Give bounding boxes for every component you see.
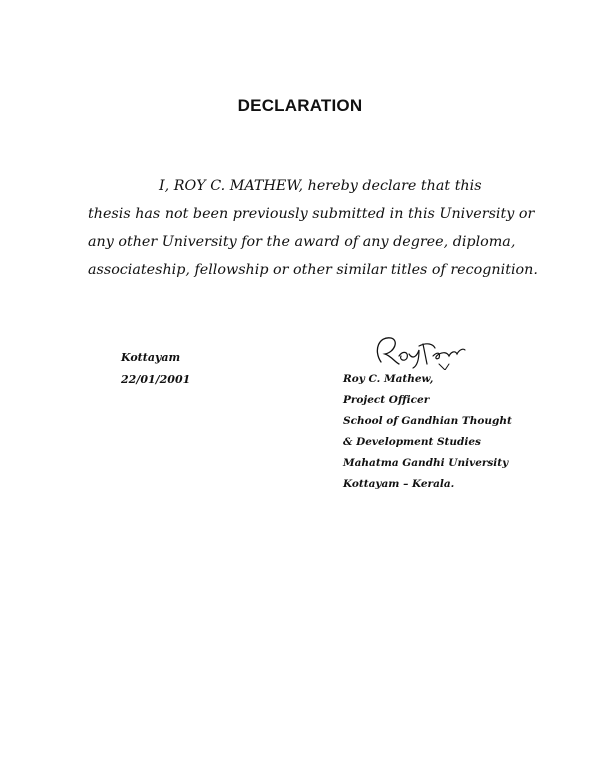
signatory-block xyxy=(343,369,512,495)
date-text: 22/01/2001 xyxy=(121,373,191,386)
declaration-line: I, ROY C. MATHEW, hereby declare that this xyxy=(159,178,482,194)
signatory-location: Kottayam – Kerala. xyxy=(343,478,455,490)
signatory-department: & Development Studies xyxy=(343,436,481,448)
signatory-department: School of Gandhian Thought xyxy=(343,415,512,427)
declaration-paragraph xyxy=(88,172,538,284)
place-date-block xyxy=(121,347,190,391)
signatory-name: Roy C. Mathew, xyxy=(343,373,434,385)
place-text: Kottayam xyxy=(121,351,181,364)
declaration-line: thesis has not been previously submitted in this University or xyxy=(88,206,535,222)
signatory-university: Mahatma Gandhi University xyxy=(343,457,509,469)
declaration-line: associateship, fellowship or other similar titles of recognition. xyxy=(88,262,538,278)
handwritten-signature xyxy=(369,330,469,370)
declaration-line: any other University for the award of any degree, diploma, xyxy=(88,234,516,250)
signatory-designation: Project Officer xyxy=(343,394,430,406)
page-title: DECLARATION xyxy=(237,96,363,115)
